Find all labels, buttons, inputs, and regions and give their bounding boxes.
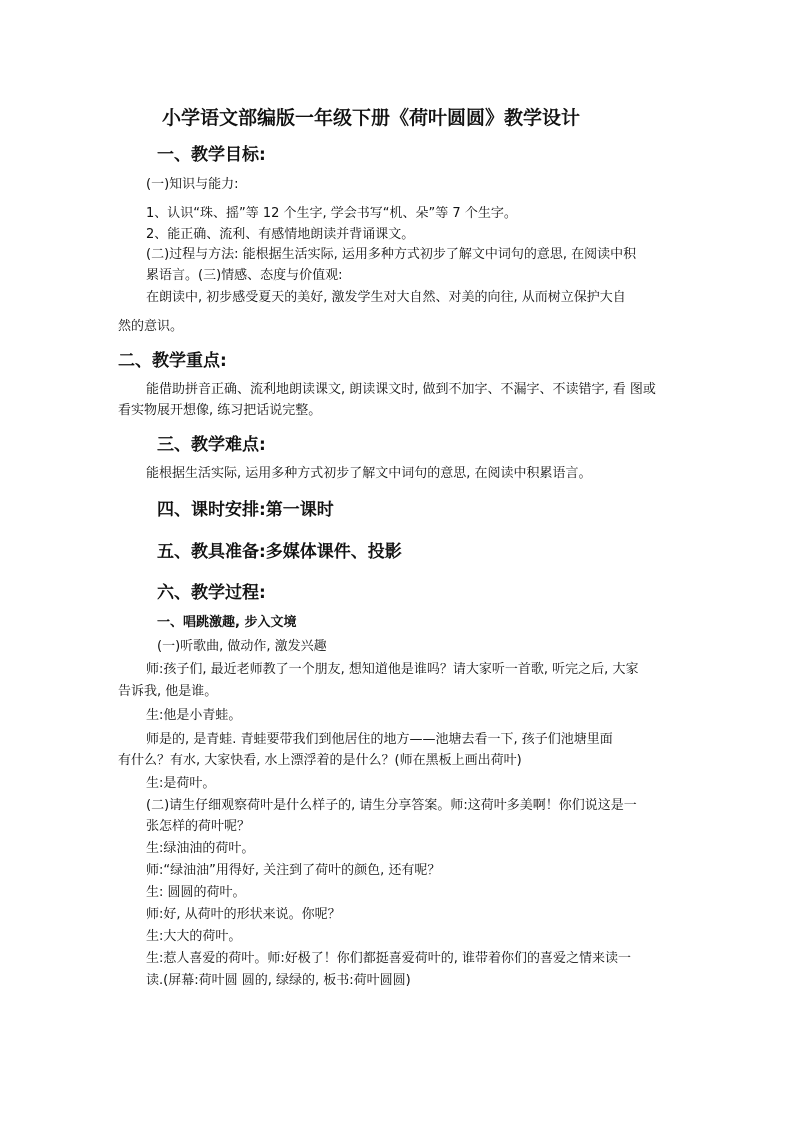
difficulties-text: 能根据生活实际, 运用多种方式初步了解文中词句的意思, 在阅读中积累语言。 [146,466,592,481]
dialogue-line: 师是的, 是青蛙. 青蛙要带我们到他居住的地方——池塘去看一下, 孩子们池塘里面 [146,732,613,747]
dialogue-line: 告诉我, 他是谁。 [118,684,218,699]
subheading-knowledge: (一)知识与能力: [146,177,239,192]
key-points-line1: 能借助拼音正确、流利地朗读课文, 朗读课文时, 做到不加字、不漏字、不读错字, 看 图或 [146,382,656,397]
dialogue-line: 读.(屏幕:荷叶圆 圆的, 绿绿的, 板书:荷叶圆圆) [146,973,411,988]
dialogue-line: 生:他是小青蛙。 [146,708,242,723]
document-title: 小学语文部编版一年级下册《荷叶圆圆》教学设计 [162,107,581,129]
dialogue-line: 生:绿油油的荷叶。 [146,841,255,856]
goal-emotion-line2: 然的意识。 [118,319,184,334]
step-1-title: 一、唱跳激趣, 步入文境 [157,615,297,630]
goal-item-1: 1、认识“珠、摇”等 12 个生字, 学会书写“机、朵”等 7 个生字。 [146,206,517,221]
dialogue-line: 师:好, 从荷叶的形状来说。你呢？ [146,907,341,922]
heading-teaching-goals: 一、教学目标: [157,145,266,165]
dialogue-line: 生: 圆圆的荷叶。 [146,885,246,900]
dialogue-line: 生:大大的荷叶。 [146,929,242,944]
heading-schedule: 四、课时安排:第一课时 [157,500,334,520]
key-points-line2: 看实物展开想像, 练习把话说完整。 [118,403,322,418]
goal-process-line1: (二)过程与方法: 能根据生活实际, 运用多种方式初步了解文中词句的意思, 在阅读中积 [146,247,637,262]
goal-item-2: 2、能正确、流利、有感情地朗读并背诵课文。 [146,227,415,242]
dialogue-line: 张怎样的荷叶呢？ [146,819,251,834]
goal-process-line2: 累语言。(三)情感、态度与价值观: [146,268,343,283]
dialogue-line: 师:“绿油油”用得好, 关注到了荷叶的颜色, 还有呢？ [146,863,441,878]
heading-process: 六、教学过程: [157,583,266,603]
dialogue-line: 生:惹人喜爱的荷叶。师:好极了！你们都挺喜爱荷叶的, 谁带着你们的喜爱之情来读一 [146,951,632,966]
heading-materials: 五、教具准备:多媒体课件、投影 [157,542,402,562]
dialogue-line: 生:是荷叶。 [146,776,216,791]
goal-emotion-line1: 在朗读中, 初步感受夏天的美好, 激发学生对大自然、对美的向往, 从而树立保护大自 [146,290,626,305]
dialogue-line: 师:孩子们, 最近老师教了一个朋友, 想知道他是谁吗？请大家听一首歌, 听完之后, 大家 [146,662,639,677]
dialogue-line: 有什么？有水, 大家快看, 水上漂浮着的是什么？(师在黑板上画出荷叶) [118,753,522,768]
heading-difficulties: 三、教学难点: [157,435,266,455]
step-1-sub-1: (一)听歌曲, 做动作, 激发兴趣 [157,639,327,654]
heading-key-points: 二、教学重点: [118,351,227,371]
dialogue-line: (二)请生仔细观察荷叶是什么样子的, 请生分享答案。师:这荷叶多美啊！你们说这是一 [146,798,637,813]
